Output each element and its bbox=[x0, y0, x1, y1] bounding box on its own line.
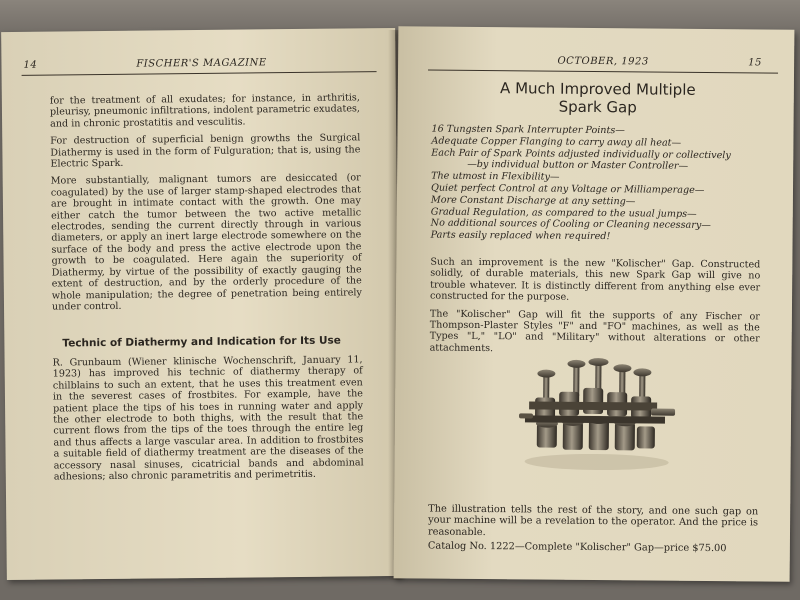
ad-title-line-1: A Much Improved Multiple bbox=[500, 79, 696, 99]
closing-paragraph: The illustration tells the rest of the story, and one such gap on your machine will be a revelation to the operator. And the price is reasonable. bbox=[427, 503, 759, 538]
left-body-text bbox=[50, 92, 362, 319]
right-paragraph-1: Such an improvement is the new "Kolischer" Gap. Constructed solidly, of durable materials, this new Spark Gap will give no trouble whatever. It is distinctly different from anything else ever constructed for the purpose. bbox=[430, 256, 761, 304]
left-running-head: FISCHER'S MAGAZINE bbox=[136, 57, 267, 70]
left-paragraph-1: for the treatment of all exudates; for instance, in arthritis, pleurisy, pneumonic infiltrations, indolent parametric exudates, and in chronic prostatitis and vesculitis. bbox=[49, 92, 361, 130]
feature-item: 16 Tungsten Spark Interrupter Points— bbox=[431, 123, 625, 137]
right-header-rule bbox=[428, 70, 778, 74]
feature-item: Parts easily replaced when required! bbox=[430, 229, 611, 243]
feature-item: No additional sources of Cooling or Cleaning necessary— bbox=[430, 217, 711, 232]
ad-title-line-2: Spark Gap bbox=[558, 97, 637, 117]
right-paragraph-2: The "Kolischer" Gap will fit the supports of any Fischer or Thompson-Plaster Styles "F" and "FO" machines, as well as the Types "L," "LO" and "Military" without alterations or other attachments. bbox=[429, 308, 760, 354]
feature-item: More Constant Discharge at any setting— bbox=[430, 194, 636, 208]
ad-title bbox=[438, 79, 758, 118]
right-page-number: 15 bbox=[748, 57, 762, 69]
feature-item: Adequate Copper Flanging to carry away all heat— bbox=[431, 135, 682, 149]
section-heading: Technic of Diathermy and Indication for Its Use bbox=[62, 334, 341, 350]
feature-list bbox=[431, 124, 752, 245]
feature-item: Each Pair of Spark Points adjusted individually or collectively bbox=[431, 147, 731, 161]
left-paragraph-2: For destruction of superficial benign growths the Surgical Diathermy is used in the form of Fulguration; that is, using the Electric Spark. bbox=[50, 132, 361, 170]
right-page bbox=[394, 26, 795, 581]
left-header-rule bbox=[22, 71, 377, 76]
left-page-number: 14 bbox=[23, 59, 38, 71]
left-section-paragraph: R. Grunbaum (Wiener klinische Wochenschrift, January 11, 1923) has improved his technic of diathermy therapy of chilblains to such an extent, that he uses this treatment even in the severest cases of frostbites. For example, have the patient place the tips of his toes in running water and apply the other electrode to both thighs, with the result that the current flows from the tips of the toes through the entire leg and thus affects a large vascular area. In addition to frostbites a suitable field of diathermy treatment are the diseases of the accessory nasal sinuses, cicatricial bands and abdominal adhesions; also chronic parametritis and perimetritis. bbox=[52, 354, 364, 483]
right-body-text bbox=[430, 257, 761, 363]
feature-item: —by individual button or Master Controller— bbox=[467, 159, 689, 173]
right-running-head: OCTOBER, 1923 bbox=[557, 55, 649, 68]
feature-item: The utmost in Flexibility— bbox=[431, 170, 560, 183]
left-page bbox=[1, 28, 401, 580]
feature-item: Quiet perfect Control at any Voltage or Milliamperage— bbox=[430, 182, 705, 196]
left-paragraph-3: More substantially, malignant tumors are desiccated (or coagulated) by the use of larger stamp-shaped electrodes that are brought in intimate contact with the growth. One may either catch the tumor between the two active metallic electrodes, sending the current directly through in various diameters, or apply an inert large electrode somewhere on the surface of the body and press the active electrode upon the growth to be coagulated. Here again the superiority of Diathermy, by virtue of the possibility of exactly gauging the extent of destruction, and by the orderly procedure of the whole manipulation; the degree of penetration being entirely under control. bbox=[50, 172, 362, 313]
spark-gap-illustration bbox=[515, 357, 681, 473]
closing-text bbox=[428, 504, 758, 556]
catalog-line: Catalog No. 1222—Complete "Kolischer" Gap—price $75.00 bbox=[427, 540, 727, 555]
left-section-text bbox=[53, 354, 364, 489]
feature-item: Gradual Regulation, as compared to the usual jumps— bbox=[430, 206, 697, 220]
